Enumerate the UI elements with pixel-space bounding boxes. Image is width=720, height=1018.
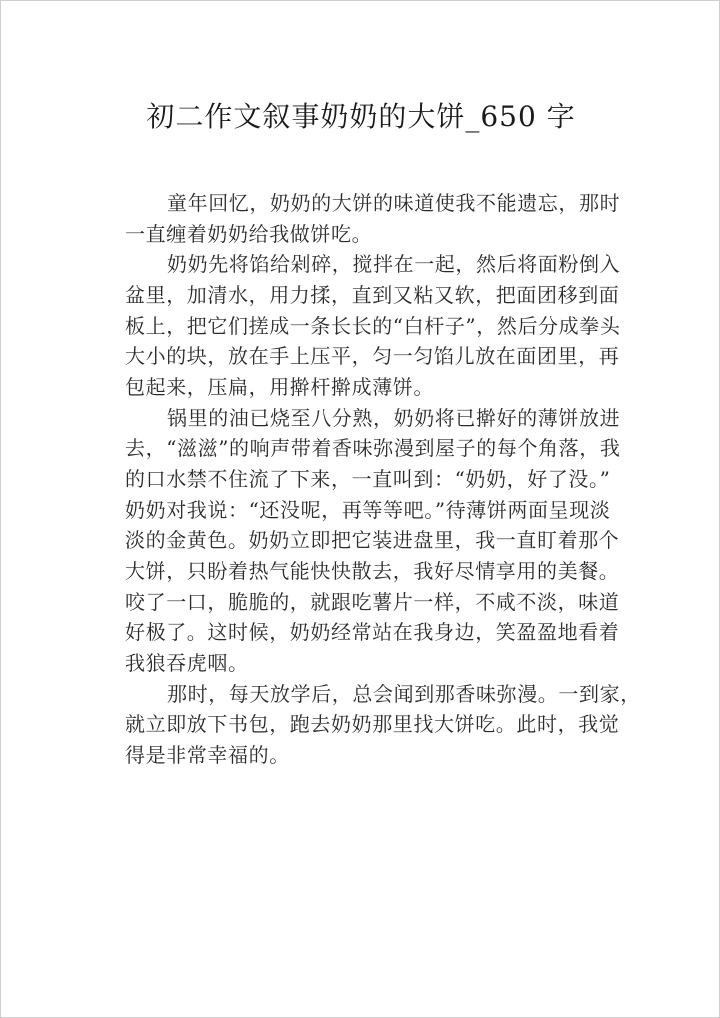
- text-line: 的口水禁不住流了下来，一直叫到：“奶奶，好了没。”: [125, 466, 611, 491]
- text-line: 大饼，只盼着热气能快快散去，我好尽情享用的美餐。: [125, 558, 620, 583]
- text-line: 板上，把它们搓成一条长长的“白杆子”，然后分成拳头: [125, 313, 621, 338]
- text-line: 一直缠着奶奶给我做饼吃。: [125, 221, 373, 246]
- paragraph-2: [125, 249, 621, 402]
- text-line: 奶奶对我说：“还没呢，再等等吧。”待薄饼两面呈现淡: [125, 497, 611, 522]
- paragraph-3: [125, 403, 621, 679]
- text-line: 盆里，加清水，用力揉，直到又粘又软，把面团移到面: [125, 282, 620, 307]
- text-line: 大小的块，放在手上压平，匀一匀馅儿放在面团里，再: [125, 344, 620, 369]
- text-line: 得是非常幸福的。: [125, 742, 290, 767]
- text-line: 好极了。这时候，奶奶经常站在我身边，笑盈盈地看着: [125, 620, 620, 645]
- paragraph-4: [125, 679, 641, 771]
- text-line: 咬了一口，脆脆的，就跟吃薯片一样，不咸不淡，味道: [125, 589, 620, 614]
- paragraph-1: [125, 188, 621, 249]
- text-line: 去，“滋滋”的响声带着香味弥漫到屋子的每个角落，我: [125, 436, 621, 461]
- text-line: 淡的金黄色。奶奶立即把它装进盘里，我一直盯着那个: [125, 528, 620, 553]
- text-line: 奶奶先将馅给剁碎，搅拌在一起，然后将面粉倒入: [167, 252, 621, 277]
- text-line: 锅里的油已烧至八分熟，奶奶将已擀好的薄饼放进: [167, 405, 621, 430]
- text-line: 包起来，压扁，用擀杆擀成薄饼。: [125, 374, 434, 399]
- text-line: 就立即放下书包，跑去奶奶那里找大饼吃。此时，我觉: [125, 712, 620, 737]
- text-line: 童年回忆，奶奶的大饼的味道使我不能遗忘，那时: [167, 191, 621, 215]
- text-line: 我狼吞虎咽。: [125, 650, 249, 675]
- essay-title: 初二作文叙事奶奶的大饼_650 字: [146, 100, 576, 133]
- essay-body: [125, 188, 641, 770]
- text-line: 那时，每天放学后，总会闻到那香味弥漫。一到家，: [167, 681, 641, 706]
